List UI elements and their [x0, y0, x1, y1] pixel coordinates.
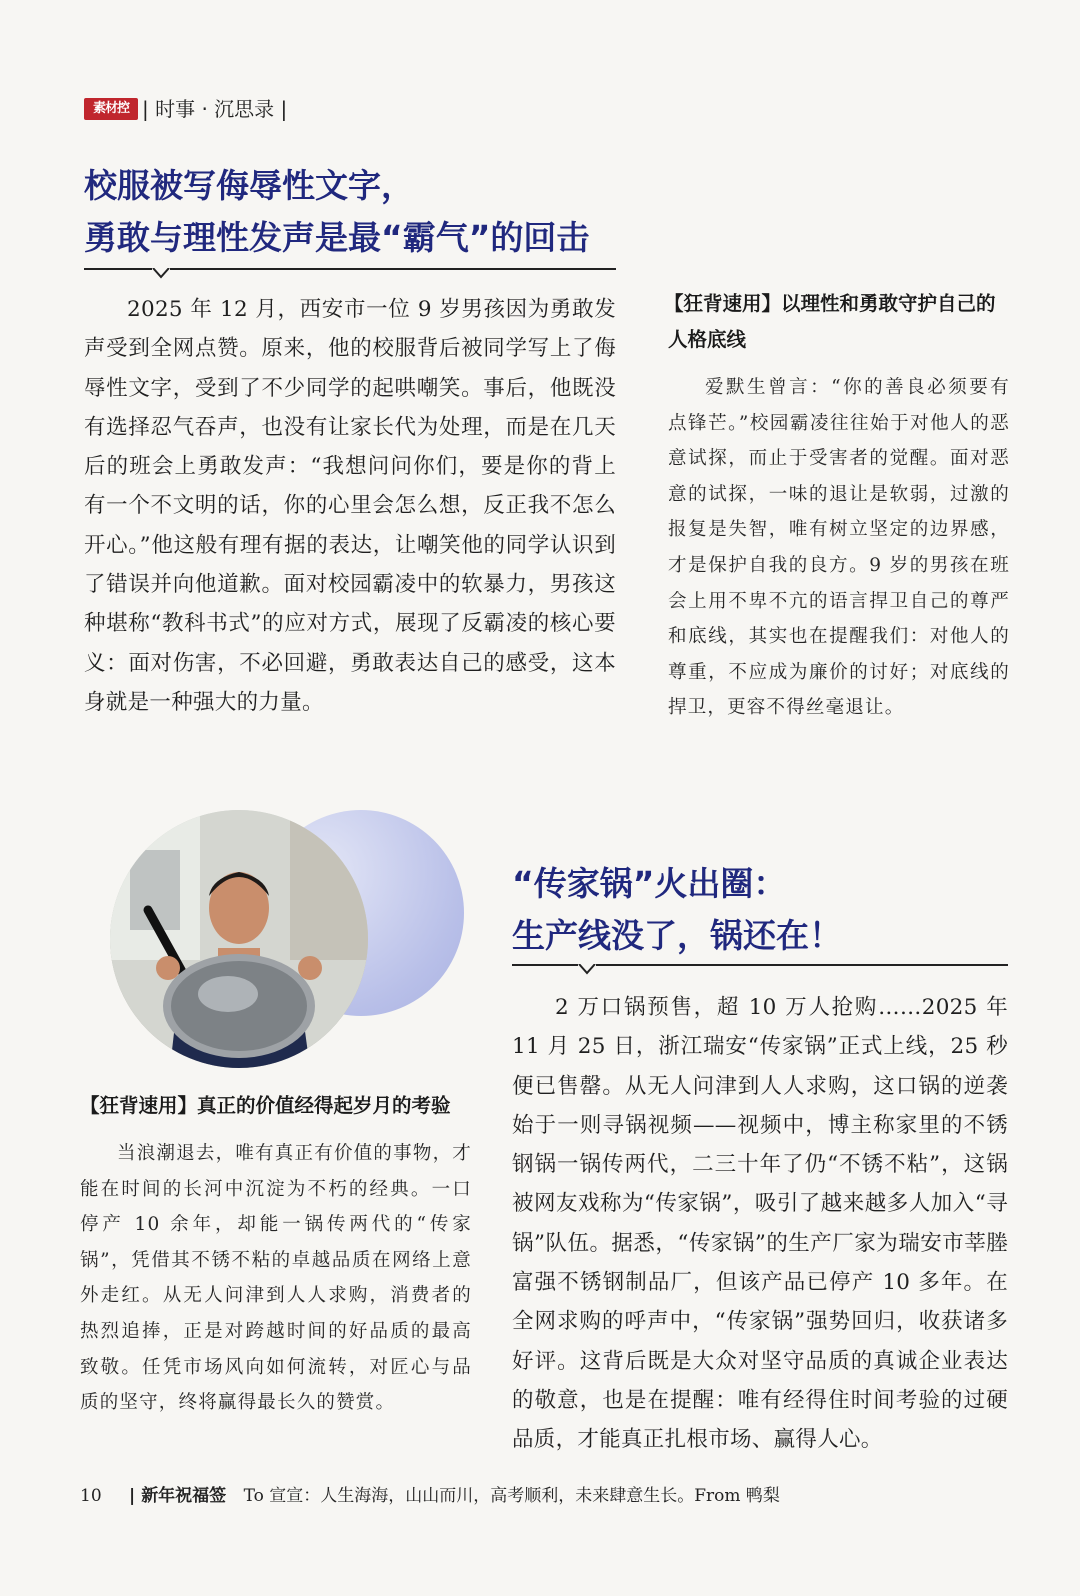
- side2-tag: 【狂背速用】: [80, 1094, 198, 1117]
- footer-label-text: 新年祝福签: [141, 1486, 227, 1506]
- footer: [80, 1481, 780, 1506]
- chevron-down-icon: [152, 268, 170, 286]
- section-label: | 时事 · 沉思录 |: [142, 97, 288, 121]
- side1-heading-line2: 人格底线: [668, 328, 747, 351]
- side2-body: [80, 1136, 472, 1421]
- article1-paragraph: 2025 年 12 月，西安市一位 9 岁男孩因为勇敢发声受到全网点赞。原来，他的校服背后被同学写上了侮辱性文字，受到了不少同学的起哄嘲笑。事后，他既没有选择忍气吞声，也没有让家长代为处理，而是在几天后的班会上勇敢发声：“我想问问你们，要是你的背上有一个不文明的话，你的心里会怎么想，反正我不怎么开心。”他这般有理有据的表达，让嘲笑他的同学认识到了错误并向他道歉。面对校园霸凌中的软暴力，男孩这种堪称“教科书式”的应对方式，展现了反霸凌的核心要义：面对伤害，不必回避，勇敢表达自己的感受，这本身就是一种强大的力量。: [84, 297, 616, 715]
- article1-title-line1: 校服被写侮辱性文字，: [84, 166, 414, 205]
- footer-label: | 新年祝福签: [129, 1486, 227, 1506]
- side1-tag: 【狂背速用】: [664, 292, 782, 315]
- article2-body: [512, 988, 1008, 1460]
- side1-paragraph: 爱默生曾言：“你的善良必须要有点锋芒。”校园霸凌往往始于对他人的恶意试探，而止于受害者的觉醒。面对恶意的试探，一味的退让是软弱，过激的报复是失智，唯有树立坚定的边界感，才是保护自我的良方。9 岁的男孩在班会上用不卑不亢的语言捍卫自己的尊严和底线，其实也在提醒我们：对他人的尊重，不应成为廉价的讨好；对底线的捍卫，更容不得丝毫退让。: [668, 377, 1010, 719]
- article2-paragraph: 2 万口锅预售，超 10 万人抢购……2025 年 11 月 25 日，浙江瑞安“传家锅”正式上线，25 秒便已售罄。从无人问津到人人求购，这口锅的逆袭始于一则寻锅视频——视频中，博主称家里的不锈钢锅一锅传两代，二三十年了仍“不锈不粘”，这锅被网友戏称为“传家锅”，吸引了越来越多人加入“寻锅”队伍。据悉，“传家锅”的生产厂家为瑞安市莘塍富强不锈钢制品厂，但该产品已停产 10 多年。在全网求购的呼声中，“传家锅”强势回归，收获诸多好评。这背后既是大众对坚守品质的真诚企业表达的敬意，也是在提醒：唯有经得住时间考验的过硬品质，才能真正扎根市场、赢得人心。: [512, 995, 1008, 1453]
- man-holding-wok-image: [110, 810, 368, 1068]
- chef-photo: [110, 810, 368, 1068]
- side2-paragraph: 当浪潮退去，唯有真正有价值的事物，才能在时间的长河中沉淀为不朽的经典。一口停产 10 余年，却能一锅传两代的“传家锅”，凭借其不锈不粘的卓越品质在网络上意外走红。从无人问津到人人求购，消费者的热烈追捧，正是对跨越时间的好品质的最高致敬。任凭市场风向如何流转，对匠心与品质的坚守，终将赢得最长久的赞赏。: [80, 1143, 472, 1414]
- side1-heading: [664, 286, 1010, 321]
- magazine-logo: 素材控: [84, 98, 138, 120]
- side1-heading-line1: 以理性和勇敢守护自己的: [781, 292, 996, 315]
- article2-title-line1: “传家锅”火出圈：: [512, 864, 787, 903]
- side1-body: [668, 370, 1010, 726]
- side2-heading: [80, 1088, 451, 1123]
- chevron-down-icon: [578, 964, 596, 982]
- footer-message: To 宣宣：人生海海，山山而川，高考顺利，未来肆意生长。From 鸭梨: [243, 1486, 780, 1506]
- article2-title-line2: 生产线没了，锅还在！: [512, 916, 842, 955]
- article1-body: [84, 290, 616, 722]
- article1-title-line2: 勇敢与理性发声是最“霸气”的回击: [84, 218, 590, 257]
- page-number: 10: [80, 1486, 102, 1506]
- side2-heading-text: 真正的价值经得起岁月的考验: [197, 1094, 451, 1117]
